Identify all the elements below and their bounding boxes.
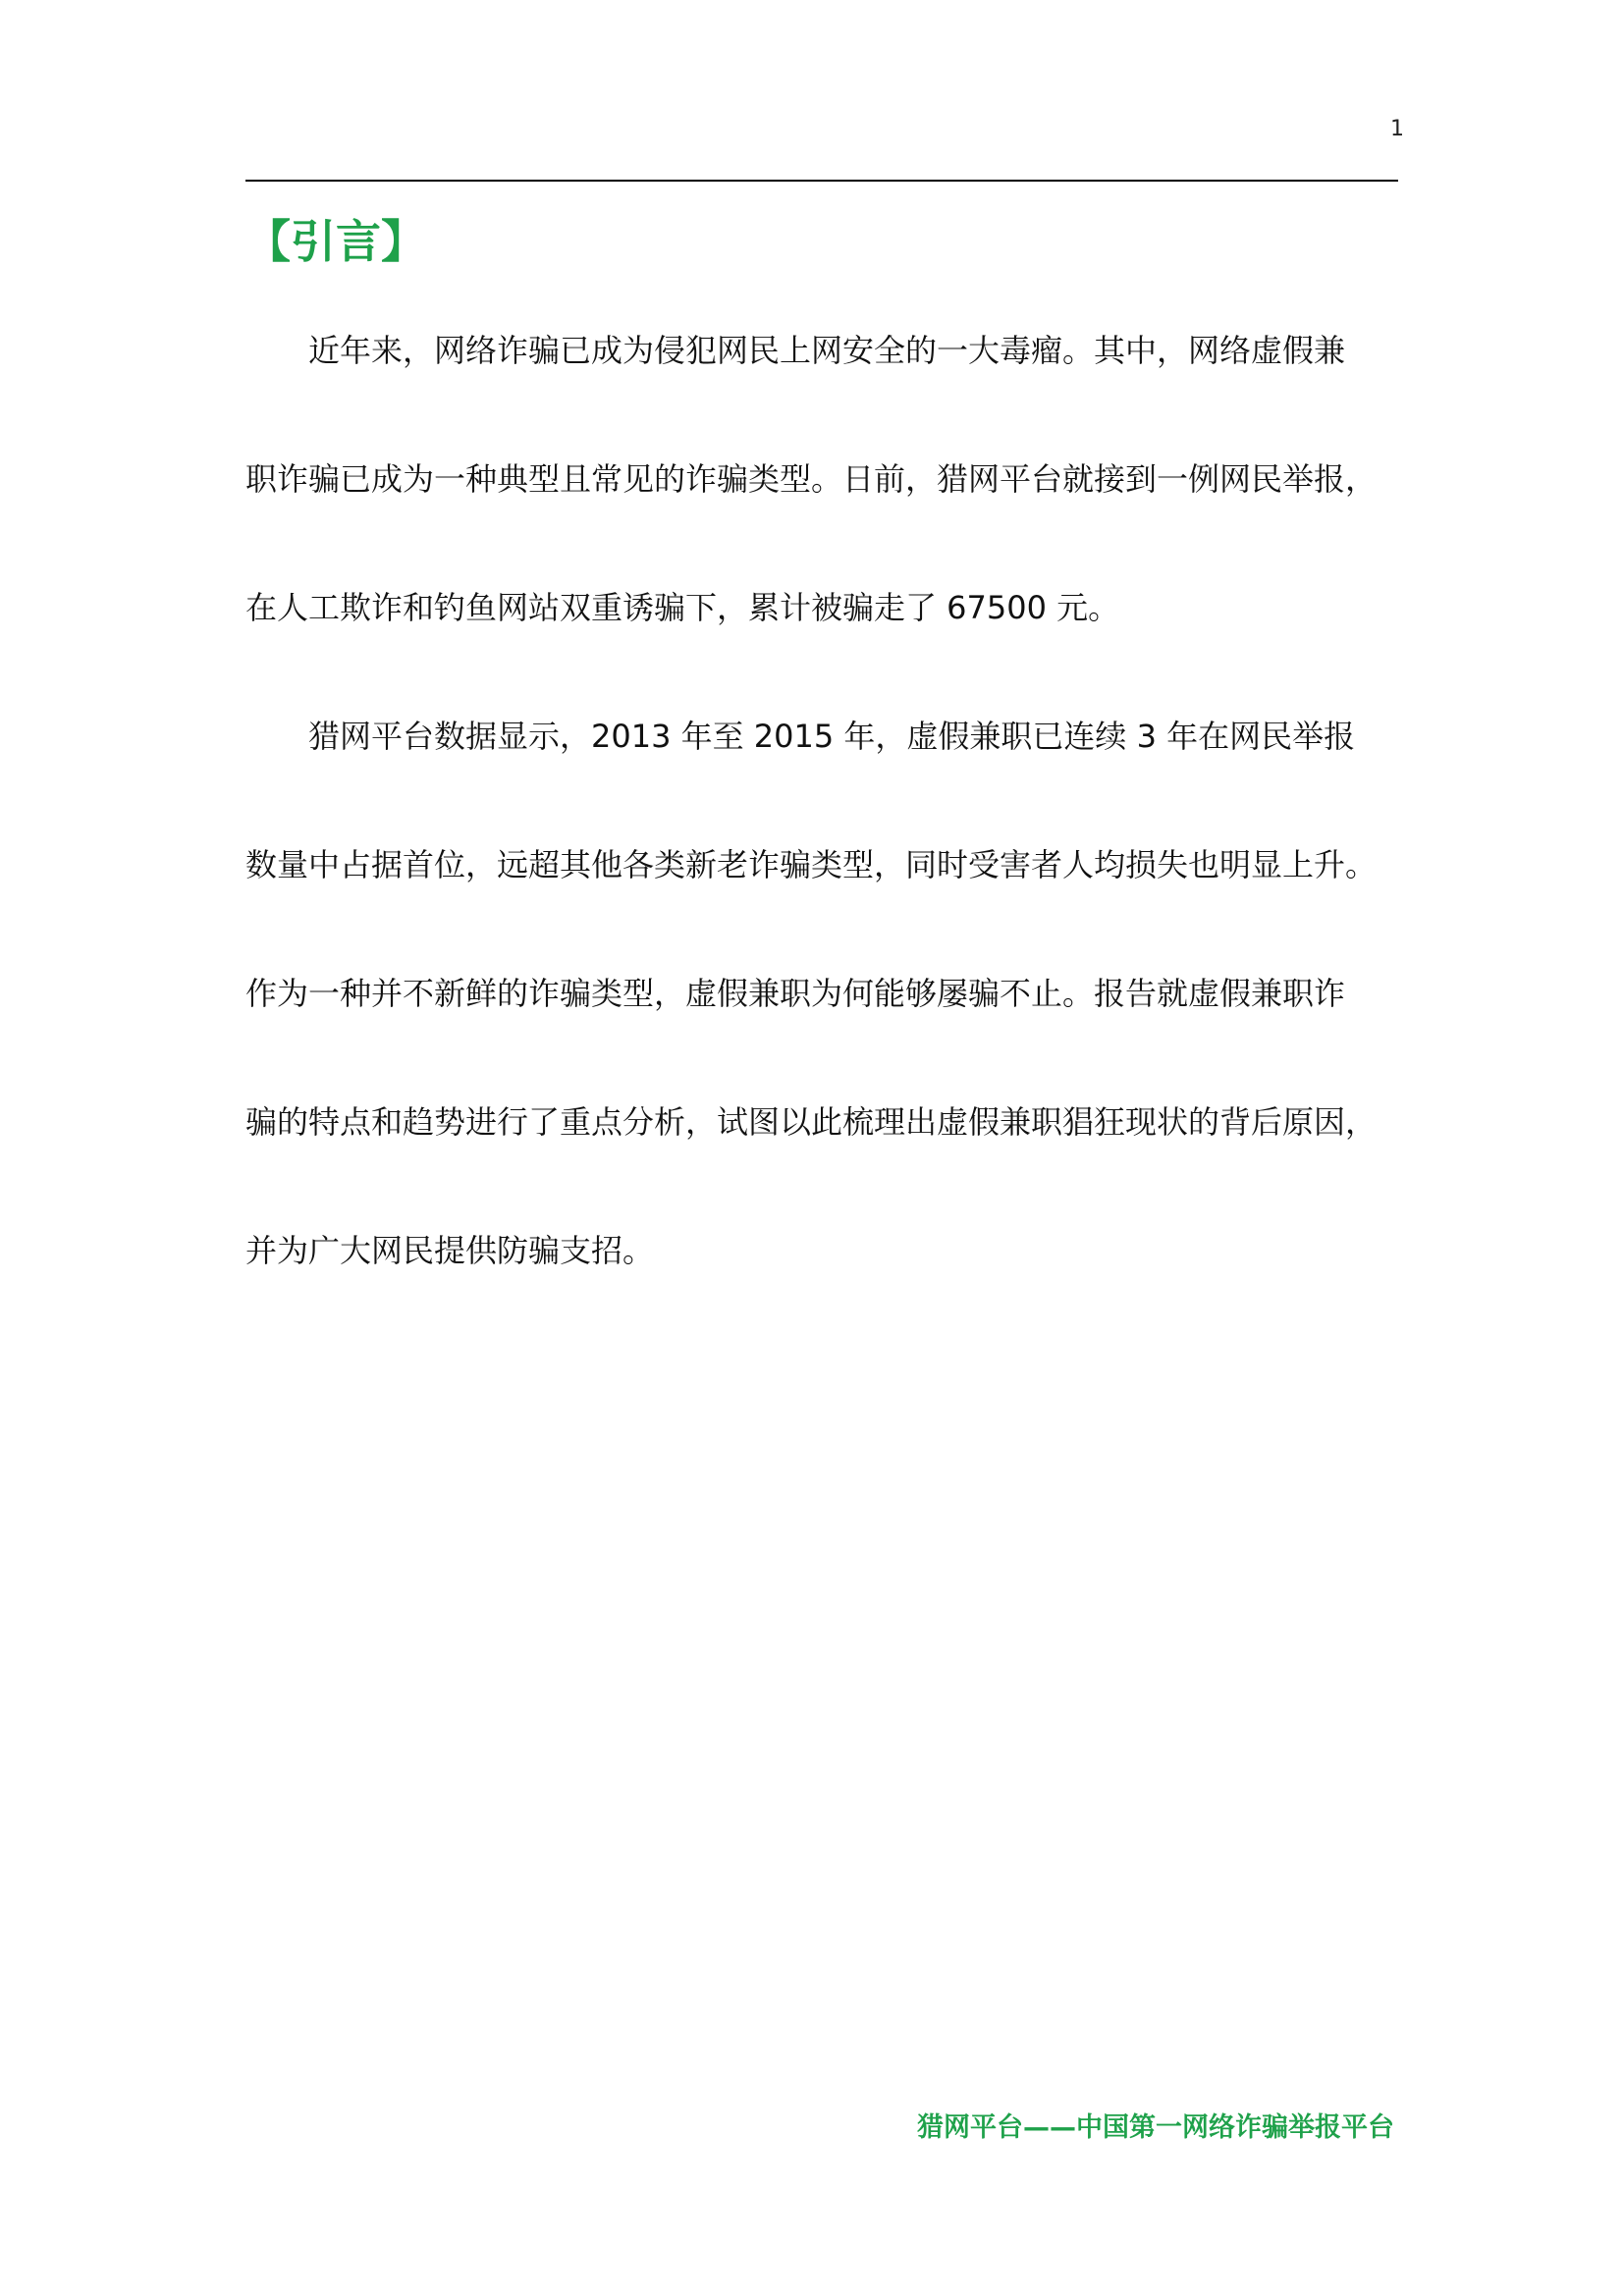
paragraph-line: 职诈骗已成为一种典型且常见的诈骗类型。日前，猎网平台就接到一例网民举报， [245,460,1378,498]
paragraph-intro [245,287,1404,672]
paragraph-line: 并为广大网民提供防骗支招。 [245,1232,655,1269]
paragraph-line: 作为一种并不新鲜的诈骗类型，虚假兼职为何能够屡骗不止。报告就虚假兼职诈 [245,975,1346,1012]
paragraph-line: 近年来，网络诈骗已成为侵犯网民上网安全的一大毒瘤。其中，网络虚假兼 [308,332,1346,369]
header-divider [245,180,1398,182]
footer-slogan: 猎网平台——中国第一网络诈骗举报平台 [917,2112,1394,2143]
page-number: 1 [1390,117,1404,141]
paragraph-line: 在人工欺诈和钓鱼网站双重诱骗下，累计被骗走了 67500 元。 [245,589,1120,626]
paragraph-line: 猎网平台数据显示，2013 年至 2015 年，虚假兼职已连续 3 年在网民举报 [308,718,1356,755]
section-heading: 【引言】 [245,215,426,268]
paragraph-statistics [245,672,1404,1315]
paragraph-line: 数量中占据首位，远超其他各类新老诈骗类型，同时受害者人均损失也明显上升。 [245,846,1378,883]
paragraph-line: 骗的特点和趋势进行了重点分析，试图以此梳理出虚假兼职猖狂现状的背后原因， [245,1103,1378,1141]
